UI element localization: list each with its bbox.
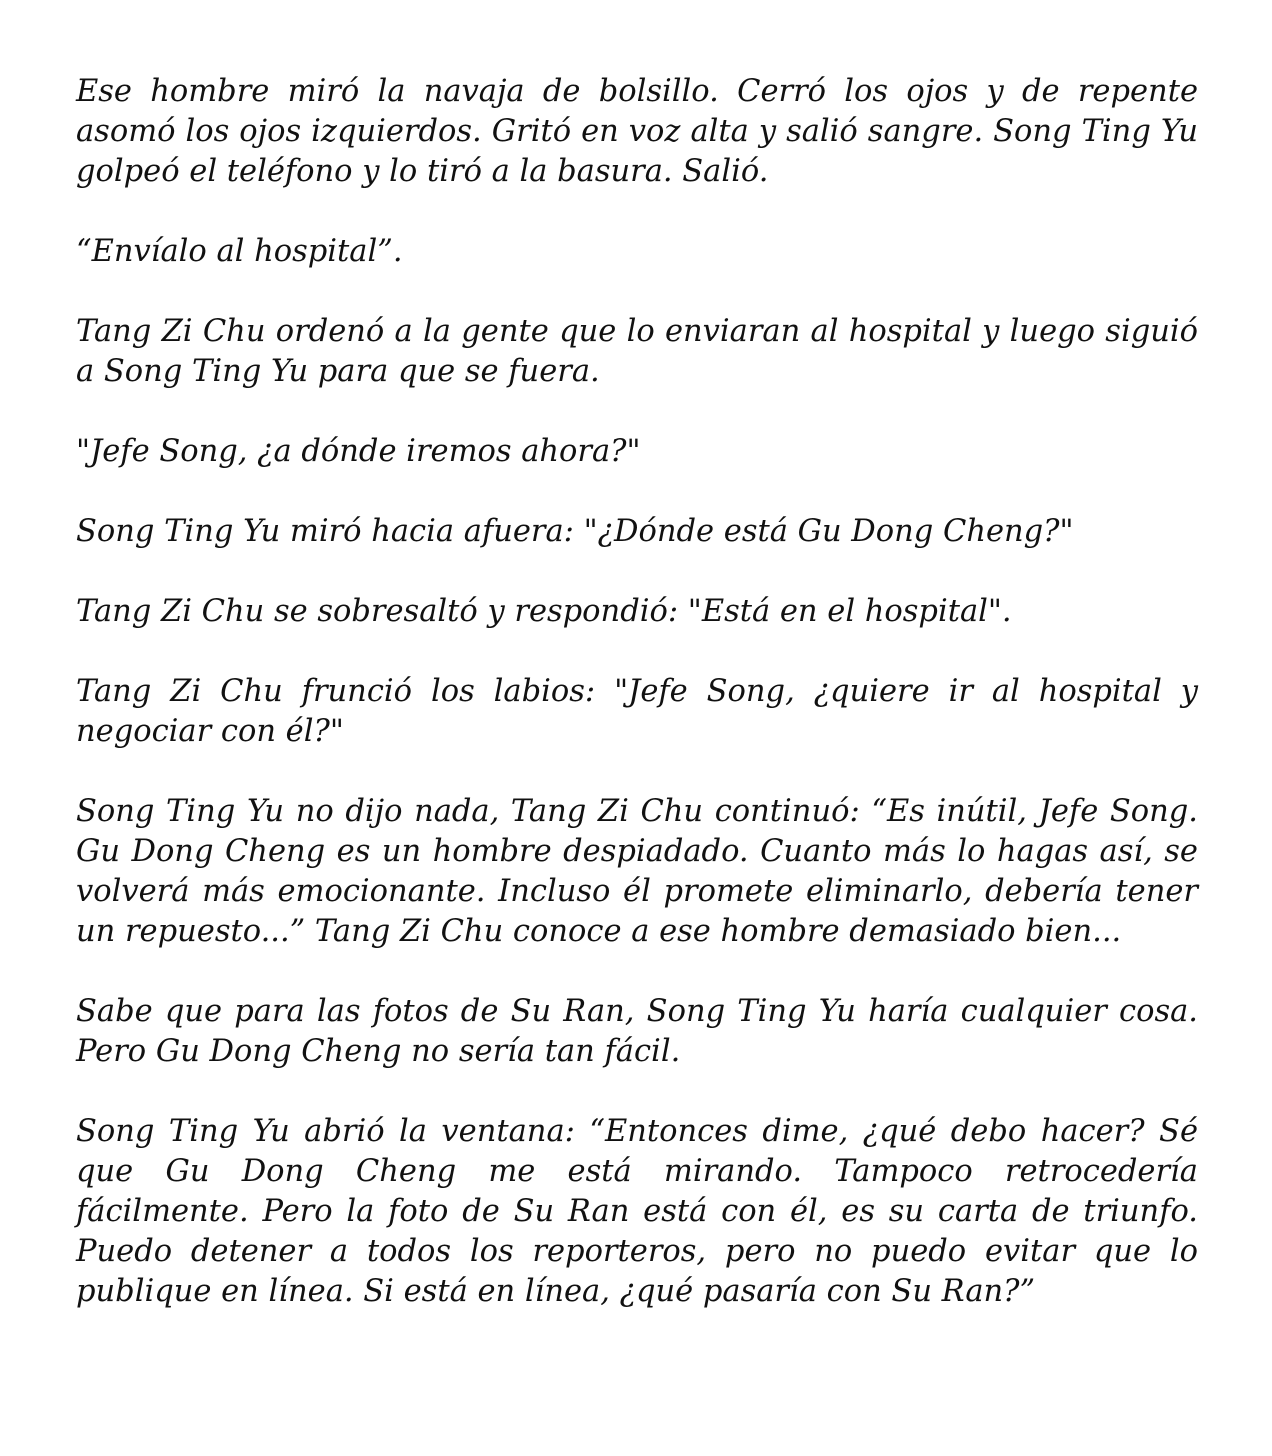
document-body [76, 72, 1198, 1312]
paragraph: Tang Zi Chu se sobresaltó y respondió: "Está en el hospital". [76, 594, 1012, 629]
paragraph: Tang Zi Chu frunció los labios: "Jefe Song, ¿quiere ir al hospital y negociar con él?" [76, 674, 1198, 749]
paragraph: Song Ting Yu no dijo nada, Tang Zi Chu continuó: “Es inútil, Jefe Song. Gu Dong Cheng es un hombre despiadado. Cuanto más lo hagas así, se volverá más emocionante. Incluso él promete eliminarlo, debería tener un repuesto...” Tang Zi Chu conoce a ese hombre demasiado bien... [76, 794, 1198, 949]
paragraph: Tang Zi Chu ordenó a la gente que lo enviaran al hospital y luego siguió a Song Ting Yu para que se fuera. [76, 314, 1198, 389]
paragraph: “Envíalo al hospital”. [76, 234, 403, 269]
paragraph: Song Ting Yu abrió la ventana: “Entonces dime, ¿qué debo hacer? Sé que Gu Dong Cheng me está mirando. Tampoco retrocedería fácilmente. Pero la foto de Su Ran está con él, es su carta de triunfo. Puedo detener a todos los reporteros, pero no puedo evitar que lo publique en línea. Si está en línea, ¿qué pasaría con Su Ran?” [76, 1114, 1198, 1309]
paragraph: "Jefe Song, ¿a dónde iremos ahora?" [76, 434, 641, 469]
paragraph: Ese hombre miró la navaja de bolsillo. Cerró los ojos y de repente asomó los ojos izquierdos. Gritó en voz alta y salió sangre. Song Ting Yu golpeó el teléfono y lo tiró a la basura. Salió. [76, 74, 1198, 189]
paragraph: Sabe que para las fotos de Su Ran, Song Ting Yu haría cualquier cosa. Pero Gu Dong Cheng no sería tan fácil. [76, 994, 1198, 1069]
paragraph: Song Ting Yu miró hacia afuera: "¿Dónde está Gu Dong Cheng?" [76, 514, 1074, 549]
